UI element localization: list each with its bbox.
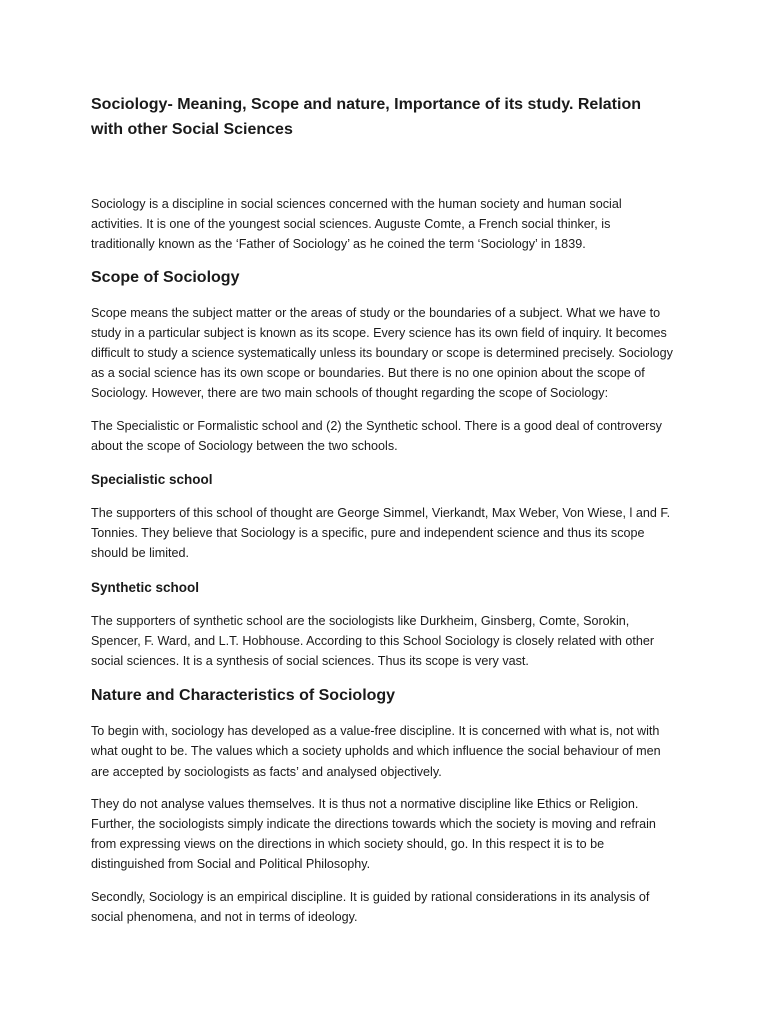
- nature-paragraph-1: To begin with, sociology has developed as a value-free discipline. It is concerned with what is, not with what ought to be. The values which a society upholds and which influence the social behaviour of men are accepted by sociologists as facts’ and analysed objectively.: [91, 724, 661, 779]
- synthetic-heading: Synthetic school: [91, 579, 200, 595]
- document-title: Sociology- Meaning, Scope and nature, Importance of its study. Relation with other Social Sciences: [91, 96, 641, 138]
- scope-heading: Scope of Sociology: [91, 268, 240, 286]
- intro-paragraph: Sociology is a discipline in social sciences concerned with the human society and human social activities. It is one of the youngest social sciences. Auguste Comte, a French social thinker, is traditionally known as the ‘Father of Sociology’ as he coined the term ‘Sociology’ in 1839.: [91, 197, 622, 252]
- scope-paragraph-1: Scope means the subject matter or the areas of study or the boundaries of a subject. What we have to study in a particular subject is known as its scope. Every science has its own field of inquiry. It becomes difficult to study a science systematically unless its boundary or scope is determined precisely. Sociology as a social science has its own scope or boundaries. But there is no one opinion about the scope of Sociology. However, there are two main schools of thought regarding the scope of Sociology:: [91, 305, 673, 401]
- synthetic-paragraph: The supporters of synthetic school are the sociologists like Durkheim, Ginsberg, Comte, Sorokin, Spencer, F. Ward, and L.T. Hobhouse. According to this School Sociology is closely related with other social sciences. It is a synthesis of social sciences. Thus its scope is very vast.: [91, 613, 655, 669]
- nature-paragraph-3: Secondly, Sociology is an empirical discipline. It is guided by rational considerations in its analysis of social phenomena, and not in terms of ideology.: [91, 889, 650, 924]
- document-page: [91, 92, 676, 939]
- nature-paragraph-2: They do not analyse values themselves. It is thus not a normative discipline like Ethics or Religion. Further, the sociologists simply indicate the directions towards which the society is moving and refrain from expressing views on the directions in which society should, go. In this respect it is to be distinguished from Social and Political Philosophy.: [91, 796, 656, 872]
- nature-heading: Nature and Characteristics of Sociology: [91, 687, 396, 705]
- specialistic-paragraph: The supporters of this school of thought are George Simmel, Vierkandt, Max Weber, Von Wiese, l and F. Tonnies. They believe that Sociology is a specific, pure and independent science and thus its scope should be limited.: [91, 506, 671, 561]
- specialistic-heading: Specialistic school: [91, 472, 213, 488]
- scope-paragraph-2: The Specialistic or Formalistic school and (2) the Synthetic school. There is a good deal of controversy about the scope of Sociology between the two schools.: [91, 418, 662, 453]
